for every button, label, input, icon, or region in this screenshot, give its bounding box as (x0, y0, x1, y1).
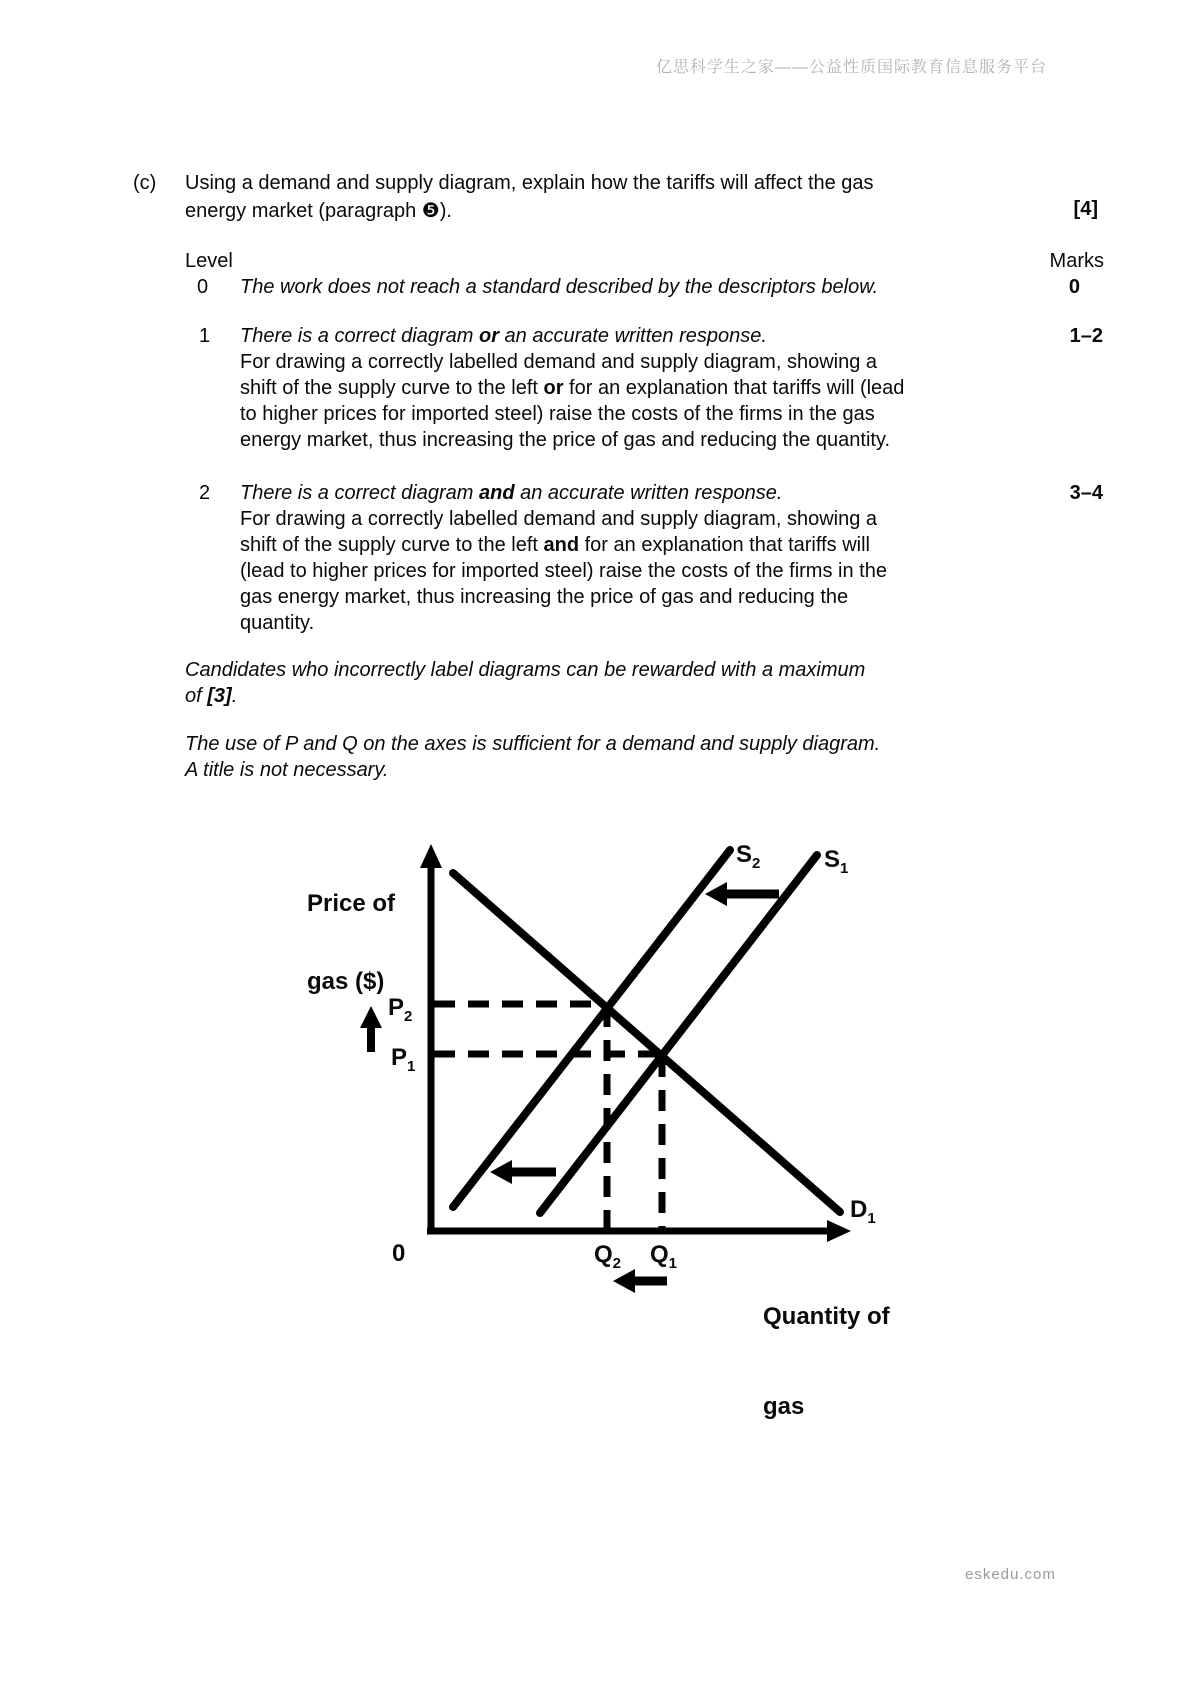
level-2-line-1-post: an accurate written response. (514, 482, 783, 504)
level-1-line-3-pre: shift of the supply curve to the left (240, 377, 544, 399)
level-1-line-5: energy market, thus increasing the price of gas and reducing the quantity. (240, 429, 891, 451)
level-1-marks: 1–2 (1069, 325, 1103, 347)
note-max-marks-value: [3] (207, 685, 232, 707)
level-1-line-2: For drawing a correctly labelled demand and supply diagram, showing a (240, 351, 878, 373)
level-1-number: 1 (199, 325, 211, 347)
level-0-descriptor: The work does not reach a standard described by the descriptors below. (240, 276, 879, 298)
note-axes-line-1: The use of P and Q on the axes is sufficient for a demand and supply diagram. (185, 733, 881, 755)
rubric-marks-header: Marks (1049, 250, 1104, 272)
p2-label-base: P (388, 994, 405, 1021)
price-axis-label-line-1: Price of (307, 890, 396, 917)
level-2-line-4: (lead to higher prices for imported steel) raise the costs of the firms in the (240, 560, 887, 582)
site-watermark-footer: eskedu.com (965, 1566, 1056, 1583)
s1-label-subscript: 1 (840, 859, 849, 877)
q2-label-base: Q (594, 1241, 613, 1268)
quantity-decrease-arrow-head-icon (613, 1269, 635, 1293)
price-axis-arrowhead-icon (420, 844, 442, 868)
q1-label-base: Q (650, 1241, 669, 1268)
level-0-number: 0 (197, 276, 209, 298)
level-0-marks: 0 (1068, 276, 1080, 298)
level-1-line-1 (240, 325, 767, 348)
level-2-line-2: For drawing a correctly labelled demand and supply diagram, showing a (240, 508, 878, 530)
question-part-label: (c) (133, 172, 157, 194)
q2-quantity-label (594, 1241, 622, 1272)
price-axis-label (307, 839, 395, 1047)
supply-shift-arrow-bottom-head-icon (490, 1160, 512, 1184)
note-max-marks-line-2 (185, 685, 237, 708)
question-total-marks: [4] (1073, 198, 1098, 220)
question-text-line-2: energy market (paragraph ❺). (185, 200, 452, 222)
level-2-line-5: gas energy market, thus increasing the price of gas and reducing the (240, 586, 849, 608)
level-2-number: 2 (199, 482, 211, 504)
level-1-line-4: to higher prices for imported steel) raise the costs of the firms in the gas (240, 403, 875, 425)
supply-shift-arrow-top-head-icon (705, 882, 727, 906)
site-watermark-header: 亿思科学生之家——公益性质国际教育信息服务平台 (655, 59, 1047, 76)
note-max-marks-line-2-pre: of (185, 685, 208, 707)
level-1-line-1-emphasis: or (478, 325, 499, 347)
note-max-marks-line-2-post: . (231, 685, 238, 707)
level-2-marks: 3–4 (1069, 482, 1103, 504)
origin-label: 0 (392, 1240, 406, 1267)
p2-price-label (388, 994, 413, 1025)
s1-curve-label (824, 846, 849, 877)
level-2-line-6: quantity. (240, 612, 315, 634)
q2-label-subscript: 2 (612, 1254, 622, 1272)
level-1-line-3-emphasis: or (543, 377, 564, 399)
p1-label-base: P (391, 1044, 408, 1071)
note-axes-line-2: A title is not necessary. (185, 759, 389, 781)
level-2-line-3-post: for an explanation that tariffs will (579, 534, 870, 556)
level-2-line-3 (240, 534, 870, 557)
level-2-line-3-pre: shift of the supply curve to the left (240, 534, 544, 556)
p1-price-label (391, 1044, 416, 1075)
s2-label-subscript: 2 (752, 854, 761, 872)
q1-quantity-label (650, 1241, 678, 1272)
s2-label-base: S (736, 841, 753, 868)
quantity-axis-label-line-1: Quantity of (763, 1303, 890, 1330)
quantity-axis-label (763, 1242, 890, 1482)
quantity-axis-label-line-2: gas (763, 1393, 805, 1420)
d1-curve-label (850, 1196, 876, 1227)
level-1-line-1-post: an accurate written response. (498, 325, 767, 347)
level-2-line-1-pre: There is a correct diagram (240, 482, 479, 504)
p2-label-subscript: 2 (404, 1007, 413, 1025)
d1-label-base: D (850, 1196, 868, 1223)
question-text-line-1: Using a demand and supply diagram, explain how the tariffs will affect the gas (185, 172, 874, 194)
level-1-line-3 (240, 377, 904, 400)
level-1-line-1-pre: There is a correct diagram (240, 325, 479, 347)
level-2-line-1 (240, 482, 782, 505)
level-2-line-1-emphasis: and (478, 482, 515, 504)
supply-curve-s2 (453, 850, 730, 1207)
level-1-line-3-post: for an explanation that tariffs will (lead (563, 377, 905, 399)
rubric-level-header: Level (185, 250, 233, 272)
d1-label-subscript: 1 (867, 1209, 876, 1227)
s1-label-base: S (824, 846, 841, 873)
quantity-axis-arrowhead-icon (827, 1220, 851, 1242)
level-2-line-3-emphasis: and (543, 534, 580, 556)
s2-curve-label (736, 841, 761, 872)
p1-label-subscript: 1 (407, 1057, 416, 1075)
q1-label-subscript: 1 (668, 1254, 678, 1272)
price-axis-label-line-2: gas ($) (307, 968, 385, 995)
note-max-marks-line-1: Candidates who incorrectly label diagrams can be rewarded with a maximum (185, 659, 866, 681)
